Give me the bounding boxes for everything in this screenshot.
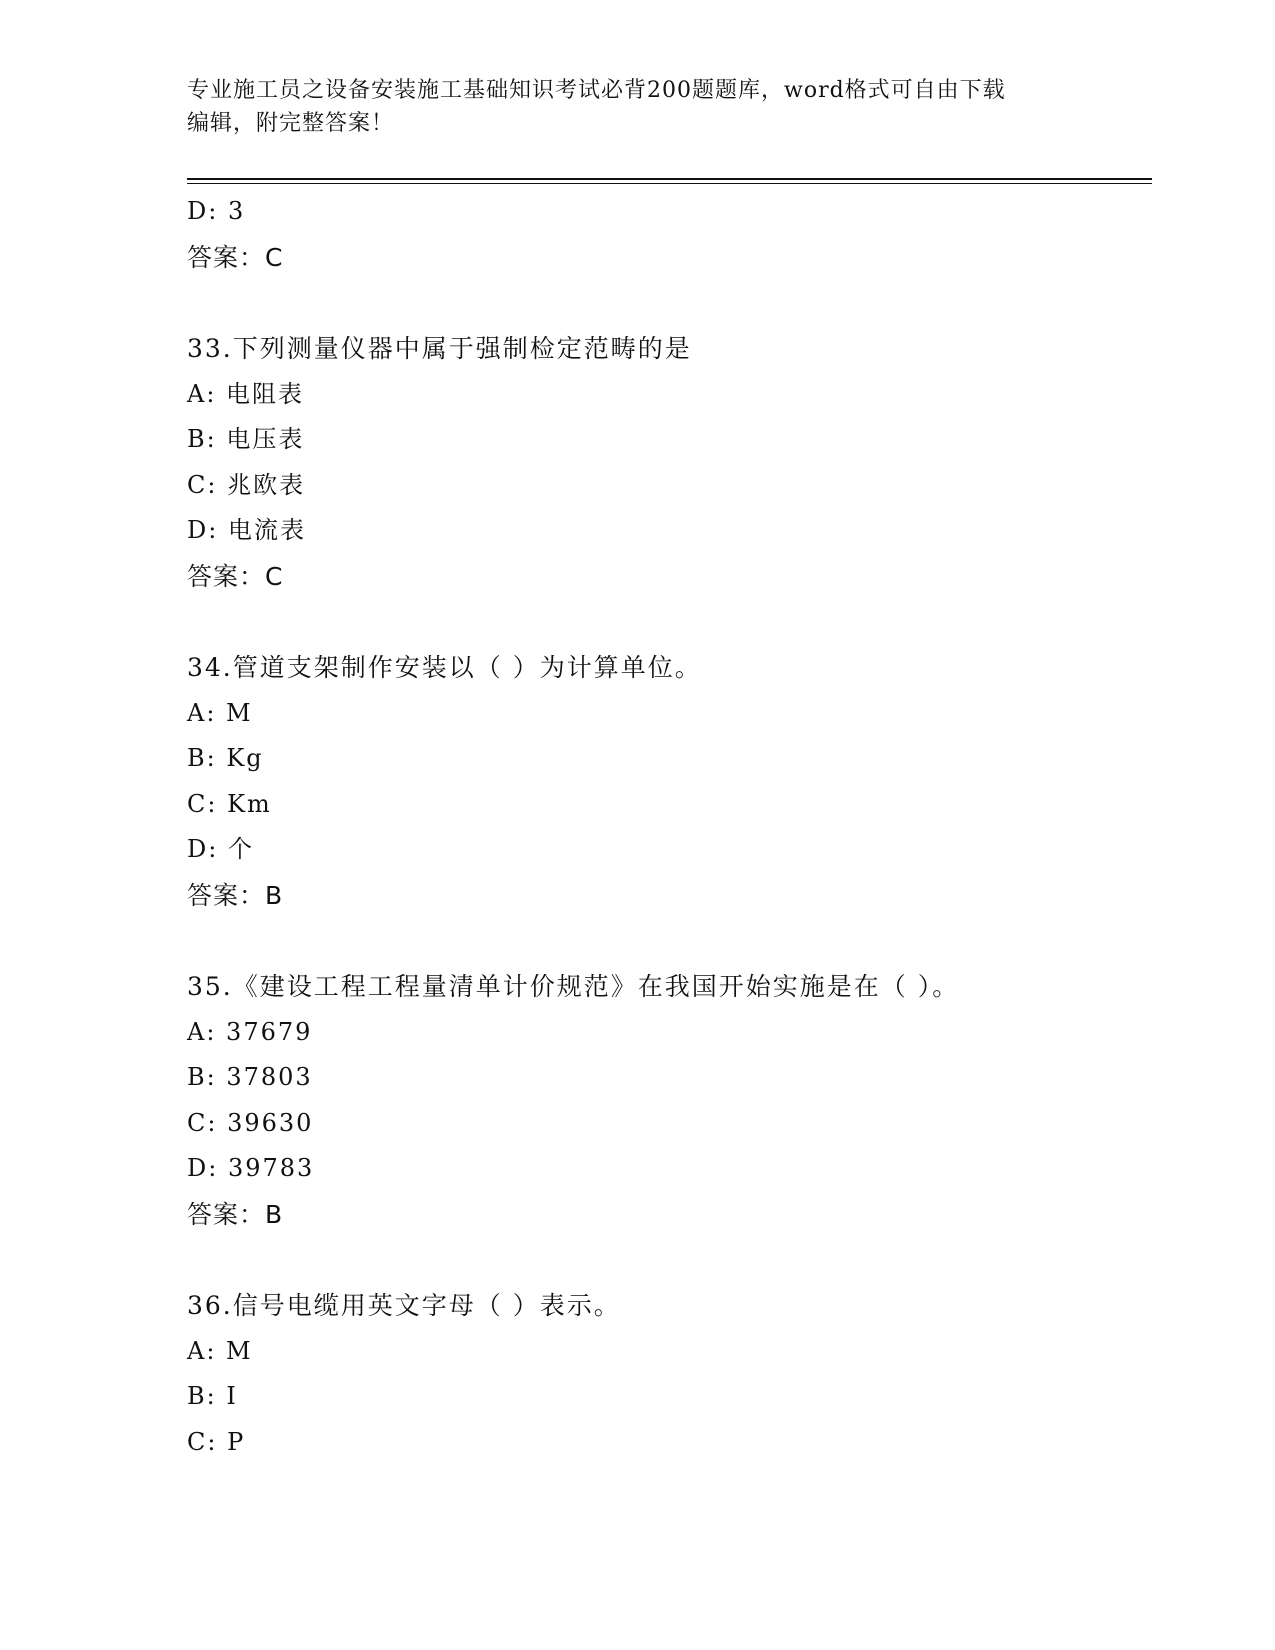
option-b: B: I <box>187 1382 238 1410</box>
spacer <box>187 599 1147 645</box>
option-c: C: P <box>187 1427 246 1456</box>
answer-line: 答案：C <box>187 242 284 272</box>
option-d: D: 39783 <box>187 1154 315 1182</box>
option-d: D: 个 <box>187 835 254 863</box>
option-b: B: 电压表 <box>187 425 305 453</box>
option-d: D: 3 <box>187 197 246 225</box>
option-c: C: 39630 <box>187 1108 314 1137</box>
header-divider-thick <box>187 178 1152 180</box>
header-divider-thin <box>187 183 1152 184</box>
question-stem: 35.《建设工程工程量清单计价规范》在我国开始实施是在（ ）。 <box>187 972 960 1001</box>
question-stem: 33.下列测量仪器中属于强制检定范畴的是 <box>187 334 692 363</box>
option-a: A: M <box>187 1336 253 1365</box>
question-block-32-carryover <box>187 189 1147 280</box>
option-b: B: 37803 <box>187 1063 313 1091</box>
option-d: D: 电流表 <box>187 516 306 544</box>
spacer <box>187 918 1147 964</box>
answer-line: 答案：C <box>187 561 284 591</box>
question-block-33 <box>187 326 1147 599</box>
document-header <box>187 74 1087 140</box>
option-c: C: 兆欧表 <box>187 470 306 499</box>
option-a: A: 37679 <box>187 1017 313 1046</box>
answer-line: 答案：B <box>187 1199 284 1229</box>
question-block-34 <box>187 645 1147 918</box>
question-stem: 36.信号电缆用英文字母（ ）表示。 <box>187 1291 621 1320</box>
option-b: B: Kg <box>187 744 264 772</box>
header-title-line-2: 编辑，附完整答案！ <box>187 111 395 136</box>
answer-line: 答案：B <box>187 880 284 910</box>
option-c: C: Km <box>187 789 272 818</box>
spacer <box>187 280 1147 326</box>
question-list <box>187 189 1147 1465</box>
question-block-36 <box>187 1283 1147 1465</box>
question-stem: 34.管道支架制作安装以（ ）为计算单位。 <box>187 653 702 682</box>
spacer <box>187 1237 1147 1283</box>
header-title-line-1: 专业施工员之设备安装施工基础知识考试必背200题题库，word格式可自由下载 <box>187 78 1006 103</box>
question-block-35 <box>187 964 1147 1237</box>
option-a: A: M <box>187 698 253 727</box>
option-a: A: 电阻表 <box>187 379 305 408</box>
